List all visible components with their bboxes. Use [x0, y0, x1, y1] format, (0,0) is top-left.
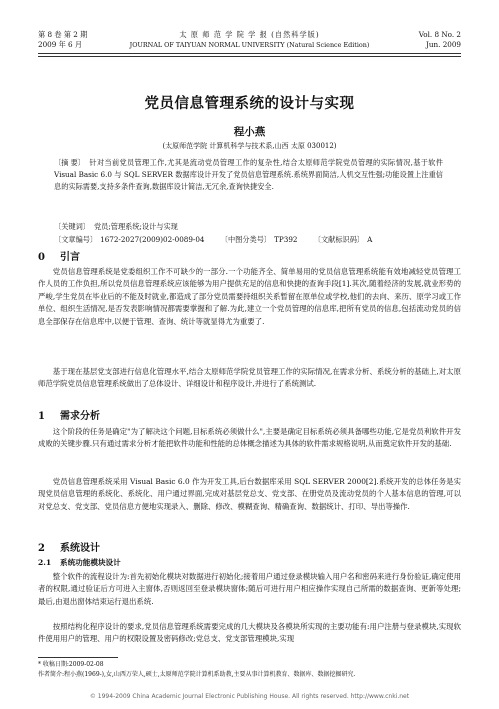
section-number: 0 — [38, 252, 45, 263]
header-rule-top — [38, 53, 461, 54]
section-number: 1 — [38, 411, 45, 422]
requirements-paragraph-1: 这个阶段的任务是确定"为了解决这个问题,目标系统必须做什么",主要是确定目标系统必须具备哪些功能,它是党员利软件开发成败的关键步骤.只有通过需求分析才能把软件功能和性能的总体概念描述为具体的软件需求规格说明,从而奠定软件开发的基础. — [38, 427, 461, 449]
article-number-label: 〔文章编号〕 — [54, 235, 98, 244]
section-heading-requirements — [38, 407, 100, 422]
article-title: 党员信息管理系统的设计与实现 — [144, 95, 355, 112]
article-meta — [54, 220, 443, 246]
document-code-label: 〔文献标识码〕 — [313, 235, 365, 244]
running-header — [38, 30, 461, 52]
volume-issue: 第 8 卷 第 2 期 — [38, 30, 88, 39]
author-affiliation: (太原师范学院 计算机科学与技术系,山西 太原 030012) — [162, 142, 337, 150]
author-name: 程小燕 — [233, 126, 266, 138]
section-title: 引言 — [60, 252, 80, 263]
keywords-label: 〔关键词〕 — [54, 222, 90, 231]
header-rule-bottom — [38, 56, 461, 57]
clc-label: 〔中图分类号〕 — [220, 235, 272, 244]
keywords-line — [54, 220, 443, 233]
abstract-label: 〔摘 要〕 — [54, 158, 86, 167]
issue-info-en — [419, 30, 461, 50]
clc-code: TP392 — [274, 235, 298, 244]
section-number: 2 — [38, 543, 45, 554]
document-code: A — [367, 235, 373, 244]
subsection-title: 系统功能模块设计 — [60, 558, 121, 567]
article-number: 1672-2027(2009)02-0089-04 — [100, 235, 205, 244]
issue-date-en: Jun. 2009 — [425, 40, 461, 49]
modules-paragraph-2: 按照结构化程序设计的要求,党员信息管理系统需要完成的几大模块及各模块所实现的主要功能有:用户注册与登录模块,实现软件使用用户的管理、用户的权限设置及密码修改;党总支、党支部管理模块,实现 — [38, 622, 461, 644]
classification-line — [54, 233, 443, 246]
abstract-text: 针对当前党员管理工作,尤其是流动党员管理工作的复杂性,结合太原师范学院党员管理的实际情况,基于软件 Visual Basic 6.0 与 SQL SERVER 数据库设计开发了党员信息管理系统.系统界面简洁,人机交互性强;功能设置上注重信息的实际需要,支持多条件查询,数据库设计简洁,无冗余,查询快捷安全. — [54, 158, 443, 192]
issue-date: 2009 年 6 月 — [38, 40, 83, 49]
journal-name-cn: 太 原 师 范 学 院 学 报 (自然科学版) — [179, 30, 320, 39]
section-title: 系统设计 — [60, 543, 100, 554]
subsection-number: 2.1 — [38, 558, 52, 567]
section-title: 需求分析 — [60, 411, 100, 422]
intro-paragraph-2: 基于现在基层党支部进行信息化管理水平,结合太原师范学院党员管理工作的实际情况,在需求分析、系统分析的基础上,对太原师范学院党员信息管理系统做出了总体设计、详细设计和程序设计,并进行了系统测试. — [38, 367, 461, 389]
footnote-rule — [38, 657, 118, 658]
section-heading-intro — [38, 248, 80, 263]
section-heading-design — [38, 539, 100, 554]
requirements-paragraph-2: 党员信息管理系统采用 Visual Basic 6.0 作为开发工具,后台数据库采用 SQL SERVER 2000[2].系统开发的总体任务是实现党员信息管理的系统化、系统化、用户通过界面,完成对基层党总支、党支部、在册党员及流动党员的个人基本信息的管理,可以对党总支、党支部、党员信息方便地实现录入、删除、修改、模糊查询、精确查询、数据统计、打印、导出等操作. — [38, 477, 461, 511]
keywords-text: 党员;管理系统;设计与实现 — [93, 222, 178, 231]
footnote-received: * 收稿日期:2009-02-08 — [38, 661, 104, 668]
subsection-heading-modules — [38, 557, 121, 568]
journal-name-en: JOURNAL OF TAIYUAN NORMAL UNIVERSITY (Natural Science Edition) — [129, 41, 370, 49]
copyright-footer: © 1994-2009 China Academic Journal Electronic Publishing House. All rights reserved. http://www.cnki.net — [89, 693, 410, 700]
abstract — [54, 157, 443, 194]
footnote-author-bio: 作者简介:程小燕(1969-),女,山西万荣人,硕士,太原师范学院计算机系助教,主要从事计算机教育、数据库、数据挖掘研究. — [38, 671, 356, 678]
volume-issue-en: Vol. 8 No. 2 — [418, 30, 461, 39]
modules-paragraph-1: 整个软件的流程设计为:首先初始化模块对数据进行初始化;接着用户通过登录模块输入用户名和密码来进行身份验证,确定使用者的权限,通过验证后方可进入主窗体,否则返回至登录模块窗体;随后可进行用户相应操作实现自己所需的数据查询、更新等处理;最后,由退出窗体结束运行退出系统. — [38, 572, 461, 606]
journal-name — [38, 30, 461, 50]
intro-paragraph-1: 党员信息管理系统是党委组织工作不可缺少的一部分.一个功能齐全、简单易用的党员信息管理系统能有效地减轻党员管理工作人员的工作负担,所以党员信息管理系统应该能够为用户提供充足的信息和快捷的查询手段[1].其次,随着经济的发展,就业形势的严峻,学生党员在毕业后的不能及时就业,都造成了部分党员需要持组织关系暂留在原单位或学校,他们的去向、来历、原学习或工作单位、组织生活情况,是否发表影响情况都需要掌握和了解.为此,建立一个党员管理的信息库,把所有党员的信息,包括流动党员的信息全部保存在信息库中,以便于管理、查询、统计等就显得尤为重要了. — [38, 267, 461, 326]
